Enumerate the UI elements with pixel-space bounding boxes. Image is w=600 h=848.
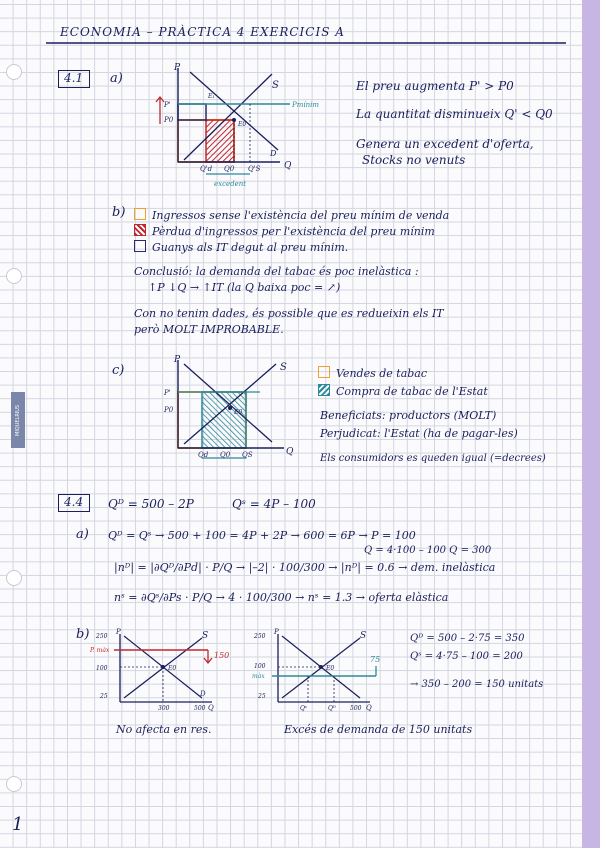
brand-logo: MIQUELRIUS bbox=[11, 392, 25, 448]
legend-b-1: Ingressos sense l'existència del preu mínim de venda bbox=[134, 208, 449, 221]
page-number: 1 bbox=[12, 814, 24, 835]
calc-line-1: Qᴰ = 500 – 2·75 = 350 bbox=[410, 633, 525, 644]
calc-line-3: → 350 – 200 = 150 unitats bbox=[410, 679, 544, 690]
axis-p: P bbox=[174, 63, 181, 73]
graph-max-price-low bbox=[248, 630, 398, 714]
c-label-p1: P' bbox=[164, 389, 171, 397]
label-pmin: Pmínim bbox=[292, 101, 319, 109]
label-qd: Q'd bbox=[200, 165, 213, 173]
note-line-1: Con no tenim dades, és possible que es redueixin els IT bbox=[134, 307, 444, 320]
exercise-4-1-label: 4.1 bbox=[64, 71, 84, 85]
legend-orange-square bbox=[134, 208, 146, 220]
conclusion-line-1: Conclusió: la demanda del tabac és poc inelàstica : bbox=[134, 265, 419, 278]
legend-c-1: Vendes de tabac bbox=[318, 366, 427, 379]
punch-hole-4 bbox=[6, 776, 22, 792]
a-line-3: Genera un excedent d'oferta, bbox=[356, 137, 534, 151]
b2-axis-q: Q bbox=[366, 704, 372, 712]
equilibrium-line-1: Qᴰ = Qˢ → 500 + 100 = 4P + 2P → 600 = 6P → P = 100 bbox=[108, 529, 416, 542]
label-qs: Q'S bbox=[248, 165, 261, 173]
legend-red-square bbox=[134, 224, 146, 236]
b1-curve-d: D bbox=[200, 690, 206, 698]
b2-x-qd: Qᴰ bbox=[328, 705, 336, 712]
exercise-4-4-label: 4.4 bbox=[64, 495, 84, 509]
graph-max-price-high bbox=[90, 630, 240, 714]
label-excess: excedent bbox=[214, 180, 247, 188]
c-line-1: Beneficiats: productors (MOLT) bbox=[320, 409, 497, 422]
title-underline bbox=[46, 42, 566, 45]
label-p1: P' bbox=[164, 101, 171, 109]
blue-gain-rect bbox=[178, 104, 206, 120]
red-loss-rect bbox=[206, 120, 234, 162]
supply-elasticity-line: nˢ = ∂Qˢ/∂Ps · P/Q → 4 · 100/300 → nˢ = 1.3 → oferta elàstica bbox=[114, 591, 449, 604]
c-label-qs: QS bbox=[242, 451, 253, 459]
c-line-2: Perjudicat: l'Estat (ha de pagar-les) bbox=[320, 427, 518, 440]
part-4-4-a-label: a) bbox=[76, 527, 89, 542]
supply-equation: Qˢ = 4P – 100 bbox=[232, 497, 316, 511]
b1-x-300: 300 bbox=[158, 705, 170, 712]
b2-y-250: 250 bbox=[254, 633, 266, 640]
legend-b-2: Pèrdua d'ingressos per l'existència del preu mínim bbox=[134, 224, 435, 237]
legend-c-teal-square bbox=[318, 384, 330, 396]
c-label-qd: Qd bbox=[198, 451, 209, 459]
axis-q: Q bbox=[284, 161, 292, 171]
curve-s: S bbox=[272, 80, 279, 91]
graph-state-purchase bbox=[150, 356, 300, 468]
demand-equation: Qᴰ = 500 – 2P bbox=[108, 497, 194, 511]
b2-curve-s: S bbox=[360, 631, 367, 641]
note-line-2: però MOLT IMPROBABLE. bbox=[134, 323, 284, 336]
b2-x-qs: Qˢ bbox=[300, 705, 307, 712]
b2-axis-p: P bbox=[274, 628, 279, 636]
a-line-1: El preu augmenta P' > P0 bbox=[356, 79, 514, 93]
c-line-3: Els consumidors es queden igual (=decrees) bbox=[320, 453, 546, 464]
b2-y-100: 100 bbox=[254, 663, 266, 670]
curve-d: D bbox=[270, 149, 277, 158]
punch-hole-1 bbox=[6, 64, 22, 80]
note-excess-demand: Excés de demanda de 150 unitats bbox=[284, 723, 473, 736]
teal-purchase-rect bbox=[202, 392, 246, 448]
page-title: ECONOMIA – PRÀCTICA 4 EXERCICIS A bbox=[60, 25, 345, 39]
c-axis-p: P bbox=[174, 355, 181, 365]
conclusion-line-2: ↑P ↓Q → ↑IT (la Q baixa poc = ↗) bbox=[148, 281, 341, 294]
b1-y-25: 25 bbox=[100, 693, 108, 700]
graph-price-floor bbox=[150, 64, 330, 190]
punch-hole-3 bbox=[6, 570, 22, 586]
legend-c-2: Compra de tabac de l'Estat bbox=[318, 384, 488, 397]
binding-strip bbox=[582, 0, 600, 848]
b2-y-max: màx bbox=[252, 673, 265, 680]
a-line-4: Stocks no venuts bbox=[362, 153, 466, 167]
c-axis-q: Q bbox=[286, 447, 294, 457]
b2-y-25: 25 bbox=[258, 693, 266, 700]
b1-curve-s: S bbox=[202, 631, 209, 641]
part-b-label: b) bbox=[112, 205, 126, 220]
c-point-e0: E0 bbox=[234, 409, 243, 416]
b2-point-e0: E0 bbox=[326, 665, 335, 672]
part-a-label: a) bbox=[110, 71, 123, 86]
c-label-p0: P0 bbox=[164, 406, 174, 414]
legend-c-orange-square bbox=[318, 366, 330, 378]
calc-line-2: Qˢ = 4·75 – 100 = 200 bbox=[410, 651, 523, 662]
part-4-4-b-label: b) bbox=[76, 627, 90, 642]
b1-axis-p: P bbox=[116, 628, 121, 636]
note-no-effect: No afecta en res. bbox=[116, 723, 212, 736]
b2-x-500: 500 bbox=[350, 705, 362, 712]
point-e1: E₁ bbox=[208, 93, 215, 100]
c-label-q0: Q0 bbox=[220, 451, 231, 459]
point-e0: E0 bbox=[238, 121, 247, 128]
equilibrium-line-2: Q = 4·100 – 100 Q = 300 bbox=[364, 545, 492, 556]
b1-y-pmax: P. màx bbox=[90, 647, 110, 654]
b2-arrow-label: 75 bbox=[370, 655, 381, 664]
b1-axis-q: Q bbox=[208, 704, 214, 712]
punch-hole-2 bbox=[6, 268, 22, 284]
b1-arrow-label: 150 bbox=[214, 651, 230, 660]
a-line-2: La quantitat disminueix Q' < Q0 bbox=[356, 107, 553, 121]
b1-y-250: 250 bbox=[96, 633, 108, 640]
label-q0: Q0 bbox=[224, 165, 235, 173]
b1-y-100: 100 bbox=[96, 665, 108, 672]
c-curve-s: S bbox=[280, 362, 287, 373]
b1-point-e0: E0 bbox=[168, 665, 177, 672]
legend-b-3: Guanys als IT degut al preu mínim. bbox=[134, 240, 348, 253]
b1-x-500: 500 bbox=[194, 705, 206, 712]
part-c-label: c) bbox=[112, 363, 125, 378]
demand-elasticity-line: |nᴰ| = |∂Qᴰ/∂Pd| · P/Q → |–2| · 100/300 → |nᴰ| = 0.6 → dem. inelàstica bbox=[114, 561, 496, 574]
legend-blue-square bbox=[134, 240, 146, 252]
label-p0: P0 bbox=[164, 116, 174, 124]
